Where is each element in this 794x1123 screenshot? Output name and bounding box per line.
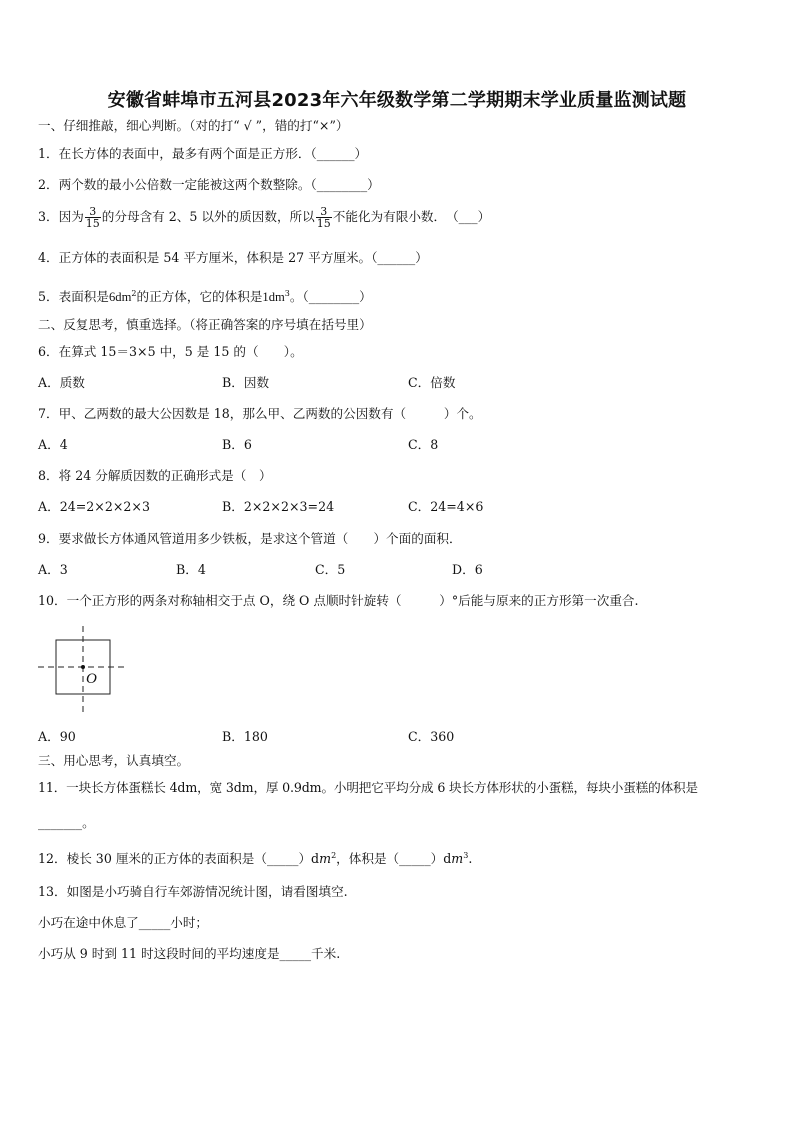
q6-option-c: C．倍数 [408,375,456,390]
q3-text-post: 不能化为有限小数． （___） [332,209,491,224]
q9-option-a: A．3 [38,562,68,577]
q10-option-c: C．360 [408,729,455,744]
q5-area-value: 6dm [108,290,132,305]
q8-option-a: A．24=2×2×2×3 [38,499,150,514]
q12-unit-1: m [319,851,332,867]
question-12 [38,848,472,867]
question-7: 7．甲、乙两数的最大公因数是 18，那么甲、乙两数的公因数有（ ）个。 [38,406,482,421]
question-6: 6．在算式 15＝3×5 中，5 是 15 的（ ）。 [38,344,303,359]
question-5 [38,286,372,305]
center-point-o [81,665,85,669]
q9-option-d: D．6 [452,562,483,577]
q3-fraction-1-denominator: 15 [85,217,100,230]
q12-text-pre: 12．棱长 30 厘米的正方体的表面积是（_____）d [38,851,320,867]
question-10: 10．一个正方形的两条对称轴相交于点 O，绕 O 点顺时针旋转（ ）°后能与原来的正方形第一次重合. [38,593,639,608]
center-label: O [86,671,97,687]
q7-option-a: A．4 [38,437,68,452]
q6-option-b: B．因数 [222,375,270,390]
q10-option-b: B．180 [222,729,268,744]
question-1: 1．在长方体的表面中，最多有两个面是正方形．（______） [38,146,368,161]
q5-text-pre: 5．表面积是 [38,289,109,305]
q3-text-mid: 的分母含有 2、5 以外的质因数，所以 [101,209,315,224]
q12-text-mid: ，体积是（_____）d [336,851,452,867]
q5-volume-exponent: 3 [284,289,290,298]
q8-option-c: C．24=4×6 [408,499,484,514]
q5-volume-value: 1dm [262,290,285,305]
question-13: 13．如图是小巧骑自行车郊游情况统计图，请看图填空. [38,884,348,899]
q3-fraction-2-denominator: 15 [316,217,331,230]
q9-option-c: C．5 [315,562,346,577]
q9-option-b: B．4 [176,562,206,577]
question-13-part-b: 小巧从 9 时到 11 时这段时间的平均速度是_____千米. [38,946,341,961]
q6-option-a: A．质数 [38,375,85,390]
q10-option-a: A．90 [38,729,76,744]
question-2: 2．两个数的最小公倍数一定能被这两个数整除。（________） [38,177,380,192]
q12-exponent-1: 2 [331,851,337,860]
section-3-heading: 三、用心思考，认真填空。 [38,753,190,768]
section-1-heading: 一、仔细推敲，细心判断。（对的打“ √ ”，错的打“×”） [38,118,349,133]
q8-option-b: B．2×2×2×3=24 [222,499,335,514]
question-11-blank: _______。 [38,815,95,830]
q3-fraction-1-numerator: 3 [85,206,101,218]
q7-option-c: C．8 [408,437,439,452]
question-9: 9．要求做长方体通风管道用多少铁板，是求这个管道（ ）个面的面积． [38,531,462,546]
q3-fraction-1 [85,206,101,229]
q3-fraction-2 [316,206,332,229]
q5-text-post: 。（________） [289,289,372,305]
q10-square-svg [36,626,136,716]
page-title: 安徽省蚌埠市五河县2023年六年级数学第二学期期末学业质量监测试题 [107,90,687,111]
section-2-heading: 二、反复思考，慎重选择。（将正确答案的序号填在括号里） [38,317,372,332]
q12-text-post: . [468,851,473,867]
q10-square-figure [36,626,136,720]
question-13-part-a: 小巧在途中休息了_____小时； [38,915,209,930]
q5-text-mid: 的正方体，它的体积是 [136,289,263,305]
q12-unit-2: m [451,851,464,867]
q3-text-pre: 3．因为 [38,209,84,224]
q5-area-exponent: 2 [131,289,137,298]
question-4: 4．正方体的表面积是 54 平方厘米，体积是 27 平方厘米。（______） [38,250,428,265]
question-8: 8．将 24 分解质因数的正确形式是（ ） [38,468,272,483]
q12-exponent-2: 3 [463,851,469,860]
question-3 [38,206,490,229]
q3-fraction-2-numerator: 3 [316,206,332,218]
q7-option-b: B．6 [222,437,252,452]
question-11: 11．一块长方体蛋糕长 4dm，宽 3dm，厚 0.9dm。小明把它平均分成 6 块长方体形状的小蛋糕，每块小蛋糕的体积是 [38,780,698,795]
